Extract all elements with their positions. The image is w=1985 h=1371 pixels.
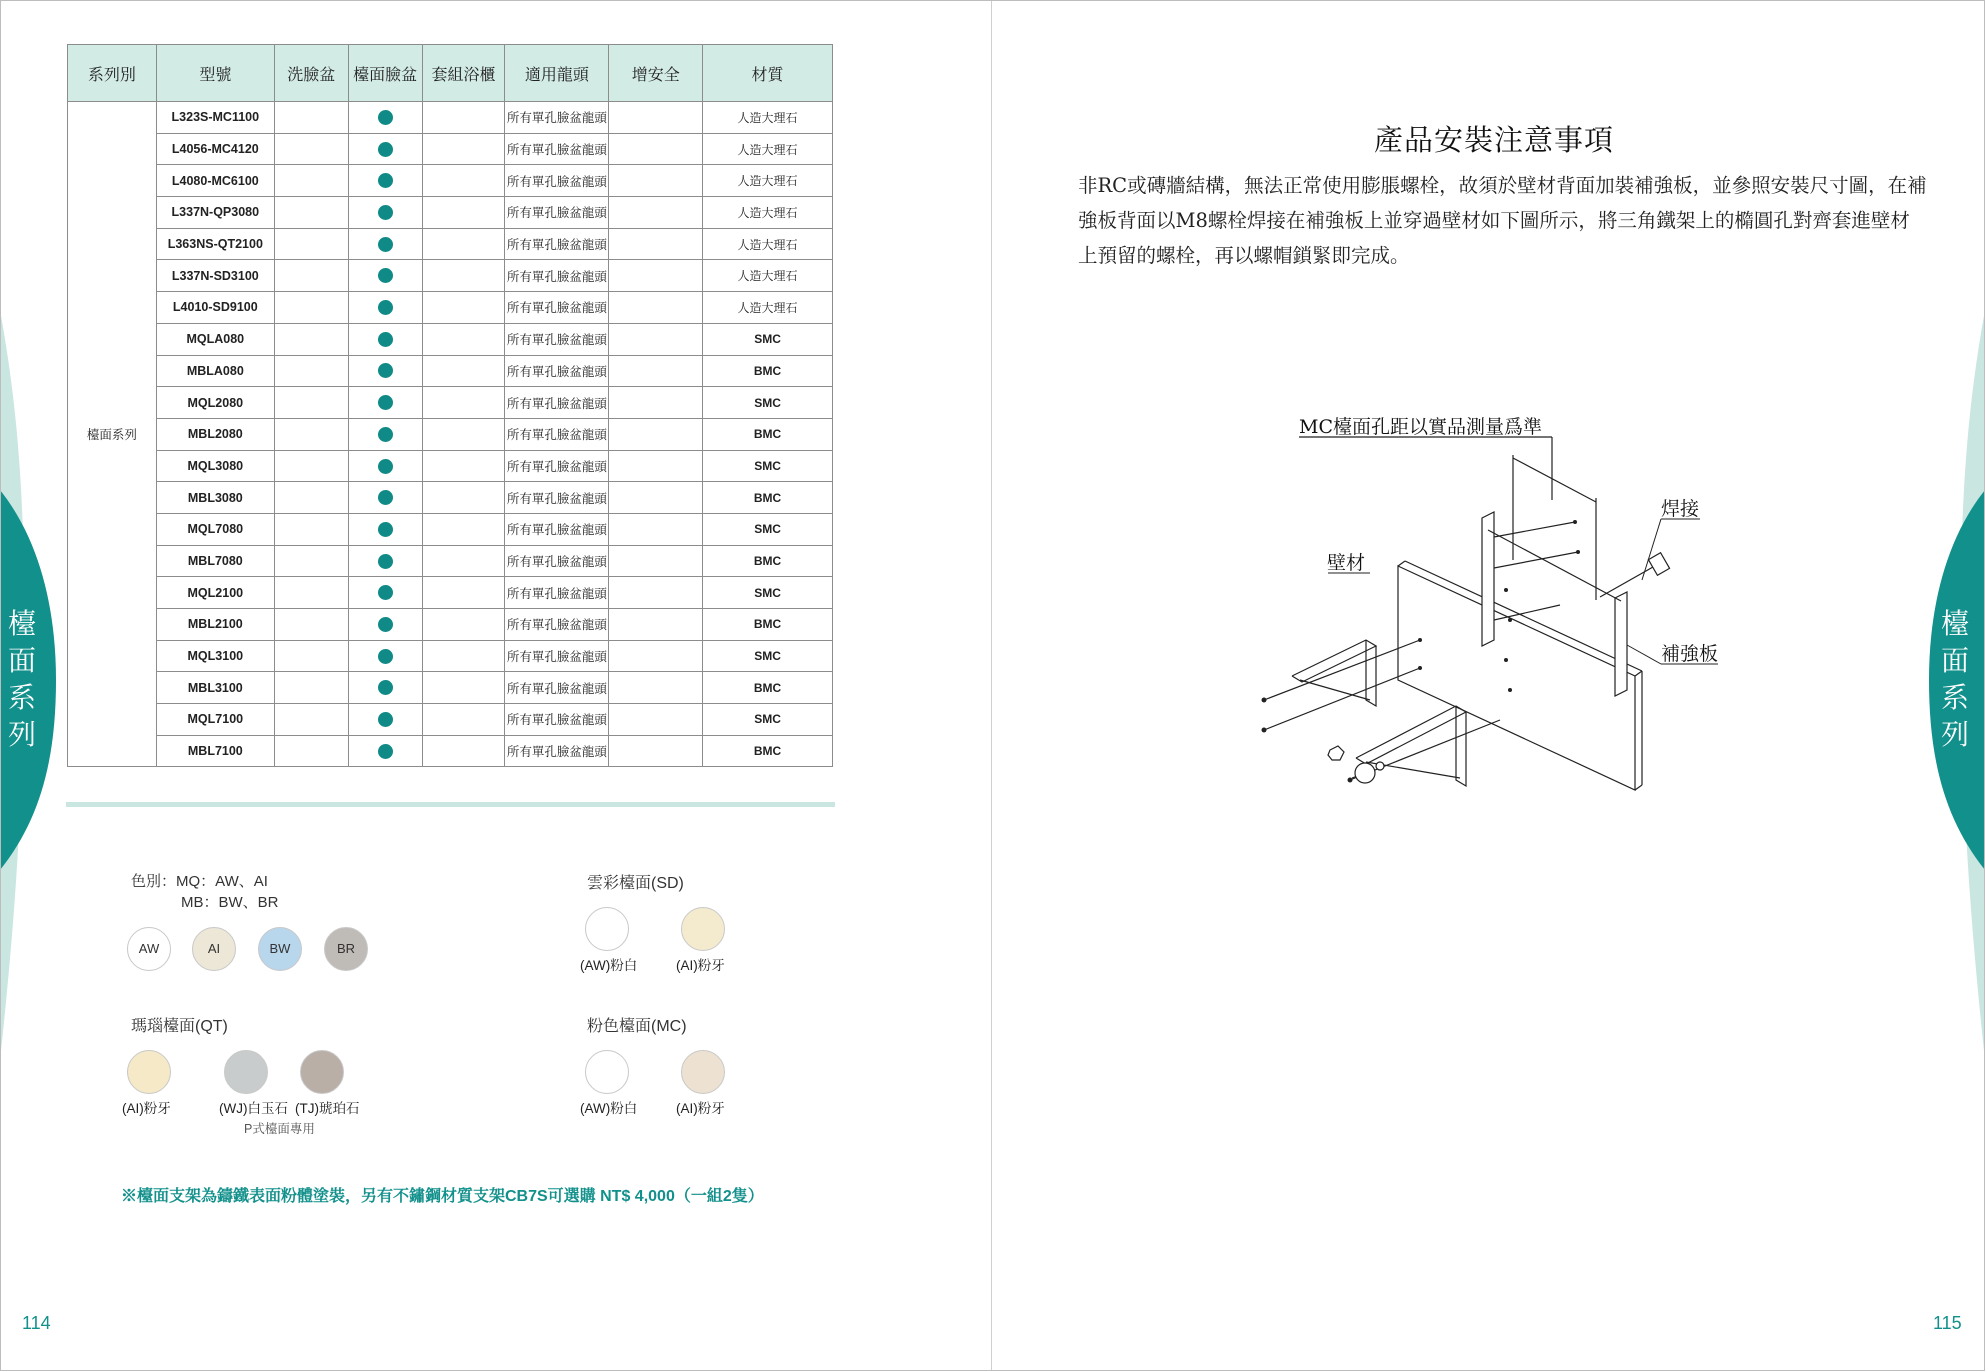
model-cell: MBLA080 [156, 355, 274, 387]
material-cell: BMC [703, 545, 833, 577]
model-cell: MQL3080 [156, 450, 274, 482]
faucet-cell: 所有單孔臉盆龍頭 [505, 165, 609, 197]
safety-cell [609, 355, 703, 387]
model-cell: MBL3080 [156, 482, 274, 514]
right-side-tab-label [1935, 605, 1975, 753]
page-number-right: 115 [1933, 1313, 1962, 1333]
basin-cell [274, 418, 348, 450]
counter-basin-cell [348, 387, 422, 419]
faucet-cell: 所有單孔臉盆龍頭 [505, 482, 609, 514]
safety-cell [609, 323, 703, 355]
table-row [68, 165, 833, 197]
col-header-safety: 增安全 [609, 45, 703, 102]
color-swatch [192, 927, 236, 971]
counter-basin-cell [348, 482, 422, 514]
faucet-cell: 所有單孔臉盆龍頭 [505, 450, 609, 482]
cabinet-set-cell [422, 133, 505, 165]
mc-title: 粉色檯面(MC) [587, 1018, 687, 1035]
material-cell: BMC [703, 355, 833, 387]
installation-diagram [1240, 400, 1760, 800]
label-hole-distance: MC檯面孔距以實品測量爲準 [1299, 416, 1542, 438]
cabinet-set-cell [422, 165, 505, 197]
cabinet-set-cell [422, 197, 505, 229]
basin-cell [274, 577, 348, 609]
faucet-cell: 所有單孔臉盆龍頭 [505, 545, 609, 577]
cabinet-set-cell [422, 228, 505, 260]
swatch-label: (AW)粉白 [580, 1101, 638, 1116]
counter-basin-cell [348, 102, 422, 134]
swatch-label: (AI)粉牙 [122, 1101, 171, 1116]
safety-cell [609, 260, 703, 292]
table-row [68, 672, 833, 704]
cabinet-set-cell [422, 292, 505, 324]
model-cell: MQL3100 [156, 640, 274, 672]
side-tab-char: 面 [7, 644, 36, 677]
included-dot-icon [378, 300, 393, 315]
material-cell: SMC [703, 513, 833, 545]
basin-cell [274, 165, 348, 197]
basin-cell [274, 228, 348, 260]
material-cell: SMC [703, 577, 833, 609]
cabinet-set-cell [422, 577, 505, 609]
table-row [68, 323, 833, 355]
basin-cell [274, 260, 348, 292]
material-cell: 人造大理石 [703, 165, 833, 197]
basin-cell [274, 609, 348, 641]
faucet-cell: 所有單孔臉盆龍頭 [505, 640, 609, 672]
counter-basin-cell [348, 672, 422, 704]
swatch-code: AI [207, 941, 221, 956]
cabinet-set-cell [422, 260, 505, 292]
material-cell: 人造大理石 [703, 260, 833, 292]
counter-basin-cell [348, 197, 422, 229]
cabinet-set-cell [422, 323, 505, 355]
table-row [68, 355, 833, 387]
safety-cell [609, 165, 703, 197]
faucet-cell: 所有單孔臉盆龍頭 [505, 609, 609, 641]
model-cell: MBL3100 [156, 672, 274, 704]
col-header-basin: 洗臉盆 [274, 45, 348, 102]
safety-cell [609, 197, 703, 229]
side-tab-char: 系 [7, 681, 36, 714]
basin-cell [274, 133, 348, 165]
qt-footnote: P式檯面專用 [244, 1122, 315, 1136]
table-row [68, 577, 833, 609]
material-cell: 人造大理石 [703, 292, 833, 324]
col-header-series: 系列別 [68, 45, 157, 102]
safety-cell [609, 545, 703, 577]
basin-cell [274, 482, 348, 514]
included-dot-icon [378, 459, 393, 474]
faucet-cell: 所有單孔臉盆龍頭 [505, 133, 609, 165]
model-cell: MQL7080 [156, 513, 274, 545]
safety-cell [609, 577, 703, 609]
included-dot-icon [378, 205, 393, 220]
model-cell: L4080-MC6100 [156, 165, 274, 197]
included-dot-icon [378, 268, 393, 283]
col-header-counter-basin: 檯面臉盆 [348, 45, 422, 102]
faucet-cell: 所有單孔臉盆龍頭 [505, 260, 609, 292]
basin-cell [274, 735, 348, 767]
included-dot-icon [378, 522, 393, 537]
color-swatch [224, 1050, 268, 1094]
color-swatch [681, 907, 725, 951]
safety-cell [609, 292, 703, 324]
faucet-cell: 所有單孔臉盆龍頭 [505, 704, 609, 736]
material-cell: SMC [703, 387, 833, 419]
counter-basin-cell [348, 165, 422, 197]
color-swatch [324, 927, 368, 971]
safety-cell [609, 228, 703, 260]
basin-cell [274, 197, 348, 229]
safety-cell [609, 133, 703, 165]
material-cell: 人造大理石 [703, 102, 833, 134]
model-cell: MBL2080 [156, 418, 274, 450]
side-tab-char: 檯 [1940, 607, 1969, 640]
counter-basin-cell [348, 355, 422, 387]
counter-basin-cell [348, 260, 422, 292]
counter-basin-cell [348, 609, 422, 641]
material-cell: SMC [703, 640, 833, 672]
swatch-label: (AW)粉白 [580, 958, 638, 973]
counter-basin-cell [348, 513, 422, 545]
swatch-label: (AI)粉牙 [676, 958, 725, 973]
cabinet-set-cell [422, 704, 505, 736]
table-row [68, 609, 833, 641]
safety-cell [609, 482, 703, 514]
section-divider [66, 802, 835, 807]
included-dot-icon [378, 554, 393, 569]
counter-basin-cell [348, 418, 422, 450]
included-dot-icon [378, 680, 393, 695]
side-tab-char: 列 [7, 718, 36, 751]
color-swatch [585, 907, 629, 951]
model-cell: L337N-SD3100 [156, 260, 274, 292]
basin-cell [274, 323, 348, 355]
counter-basin-cell [348, 450, 422, 482]
side-tab-char: 列 [1940, 718, 1969, 751]
model-cell: L4010-SD9100 [156, 292, 274, 324]
included-dot-icon [378, 649, 393, 664]
swatch-label: (TJ)琥珀石 [295, 1101, 360, 1116]
faucet-cell: 所有單孔臉盆龍頭 [505, 735, 609, 767]
safety-cell [609, 735, 703, 767]
model-cell: MBL7100 [156, 735, 274, 767]
model-cell: L4056-MC4120 [156, 133, 274, 165]
basin-cell [274, 640, 348, 672]
faucet-cell: 所有單孔臉盆龍頭 [505, 577, 609, 609]
safety-cell [609, 672, 703, 704]
safety-cell [609, 450, 703, 482]
swatch-label: (WJ)白玉石 [219, 1101, 288, 1116]
material-cell: BMC [703, 672, 833, 704]
included-dot-icon [378, 173, 393, 188]
model-cell: L323S-MC1100 [156, 102, 274, 134]
cabinet-set-cell [422, 513, 505, 545]
faucet-cell: 所有單孔臉盆龍頭 [505, 197, 609, 229]
basin-cell [274, 672, 348, 704]
cabinet-set-cell [422, 735, 505, 767]
color-swatch [300, 1050, 344, 1094]
swatch-label: (AI)粉牙 [676, 1101, 725, 1116]
model-cell: MQLA080 [156, 323, 274, 355]
model-cell: MBL2100 [156, 609, 274, 641]
counter-basin-cell [348, 577, 422, 609]
safety-cell [609, 609, 703, 641]
material-cell: BMC [703, 482, 833, 514]
color-swatch [127, 1050, 171, 1094]
table-row [68, 228, 833, 260]
color-swatch [681, 1050, 725, 1094]
model-cell: MBL7080 [156, 545, 274, 577]
safety-cell [609, 513, 703, 545]
included-dot-icon [378, 332, 393, 347]
included-dot-icon [378, 110, 393, 125]
swatch-code: BW [269, 941, 291, 956]
page-number-left: 114 [22, 1313, 51, 1333]
swatch-code: BR [336, 941, 356, 956]
faucet-cell: 所有單孔臉盆龍頭 [505, 387, 609, 419]
counter-basin-cell [348, 735, 422, 767]
basin-cell [274, 450, 348, 482]
material-cell: BMC [703, 609, 833, 641]
table-row [68, 545, 833, 577]
basin-cell [274, 355, 348, 387]
table-row [68, 387, 833, 419]
cabinet-set-cell [422, 609, 505, 641]
faucet-cell: 所有單孔臉盆龍頭 [505, 102, 609, 134]
cabinet-set-cell [422, 418, 505, 450]
cabinet-set-cell [422, 450, 505, 482]
safety-cell [609, 418, 703, 450]
material-cell: SMC [703, 450, 833, 482]
included-dot-icon [378, 427, 393, 442]
cabinet-set-cell [422, 355, 505, 387]
faucet-cell: 所有單孔臉盆龍頭 [505, 418, 609, 450]
safety-cell [609, 704, 703, 736]
model-cell: MQL2100 [156, 577, 274, 609]
material-cell: SMC [703, 323, 833, 355]
cabinet-set-cell [422, 387, 505, 419]
label-weld: 焊接 [1661, 498, 1700, 520]
side-tab-char: 檯 [7, 607, 36, 640]
table-row [68, 704, 833, 736]
included-dot-icon [378, 237, 393, 252]
safety-cell [609, 640, 703, 672]
material-cell: 人造大理石 [703, 197, 833, 229]
cabinet-set-cell [422, 672, 505, 704]
qt-title: 瑪瑙檯面(QT) [131, 1018, 228, 1035]
col-header-material: 材質 [703, 45, 833, 102]
faucet-cell: 所有單孔臉盆龍頭 [505, 513, 609, 545]
col-header-model: 型號 [156, 45, 274, 102]
series-cell: 檯面系列 [68, 102, 157, 767]
model-cell: MQL7100 [156, 704, 274, 736]
basin-cell [274, 387, 348, 419]
color-swatch [585, 1050, 629, 1094]
cabinet-set-cell [422, 640, 505, 672]
material-cell: 人造大理石 [703, 133, 833, 165]
cabinet-set-cell [422, 482, 505, 514]
safety-cell [609, 387, 703, 419]
table-row [68, 418, 833, 450]
side-tab-char: 系 [1940, 681, 1969, 714]
material-cell: 人造大理石 [703, 228, 833, 260]
included-dot-icon [378, 585, 393, 600]
left-side-tab-label [2, 605, 42, 753]
included-dot-icon [378, 712, 393, 727]
sd-title: 雲彩檯面(SD) [587, 875, 684, 892]
color-swatch [258, 927, 302, 971]
counter-basin-cell [348, 640, 422, 672]
table-row [68, 482, 833, 514]
table-row [68, 260, 833, 292]
table-row [68, 292, 833, 324]
included-dot-icon [378, 142, 393, 157]
counter-basin-cell [348, 545, 422, 577]
counter-basin-cell [348, 292, 422, 324]
install-instructions: 非RC或磚牆結構，無法正常使用膨脹螺栓，故須於壁材背面加裝補強板，並參照安裝尺寸圖，在補強板背面以M8螺栓焊接在補強板上並穿過壁材如下圖所示，將三角鐵架上的橢圓孔對齊套進壁材上預留的螺栓，再以螺帽鎖緊即完成。 [1078, 174, 1927, 267]
faucet-cell: 所有單孔臉盆龍頭 [505, 355, 609, 387]
col-header-faucet: 適用龍頭 [505, 45, 609, 102]
faucet-cell: 所有單孔臉盆龍頭 [505, 228, 609, 260]
counter-basin-cell [348, 704, 422, 736]
table-row [68, 513, 833, 545]
material-cell: BMC [703, 735, 833, 767]
color-swatch [127, 927, 171, 971]
table-row [68, 197, 833, 229]
color-label-line1: 色別：MQ：AW、AI [131, 873, 268, 890]
spec-table [67, 44, 833, 767]
bracket-note: ※檯面支架為鑄鐵表面粉體塗裝，另有不鏽鋼材質支架CB7S可選購 NT$ 4,000（一組2隻） [121, 1188, 764, 1205]
included-dot-icon [378, 363, 393, 378]
faucet-cell: 所有單孔臉盆龍頭 [505, 323, 609, 355]
label-reinforce: 補強板 [1661, 643, 1719, 665]
safety-cell [609, 102, 703, 134]
color-label-line2: MB：BW、BR [181, 894, 279, 911]
model-cell: L337N-QP3080 [156, 197, 274, 229]
left-page [0, 0, 992, 1371]
material-cell: BMC [703, 418, 833, 450]
side-tab-char: 面 [1940, 644, 1969, 677]
model-cell: L363NS-QT2100 [156, 228, 274, 260]
included-dot-icon [378, 744, 393, 759]
basin-cell [274, 292, 348, 324]
cabinet-set-cell [422, 545, 505, 577]
table-header-row [68, 45, 833, 102]
included-dot-icon [378, 395, 393, 410]
included-dot-icon [378, 490, 393, 505]
table-row [68, 102, 833, 134]
counter-basin-cell [348, 323, 422, 355]
table-row [68, 640, 833, 672]
faucet-cell: 所有單孔臉盆龍頭 [505, 292, 609, 324]
table-row [68, 450, 833, 482]
counter-basin-cell [348, 133, 422, 165]
basin-cell [274, 545, 348, 577]
cabinet-set-cell [422, 102, 505, 134]
model-cell: MQL2080 [156, 387, 274, 419]
material-cell: SMC [703, 704, 833, 736]
counter-basin-cell [348, 228, 422, 260]
install-title: 產品安裝注意事項 [1374, 123, 1615, 157]
basin-cell [274, 704, 348, 736]
col-header-cabinet-set: 套組浴櫃 [422, 45, 505, 102]
label-wall: 壁材 [1327, 552, 1366, 574]
swatch-code: AW [138, 941, 160, 956]
included-dot-icon [378, 617, 393, 632]
faucet-cell: 所有單孔臉盆龍頭 [505, 672, 609, 704]
table-row [68, 133, 833, 165]
table-row [68, 735, 833, 767]
basin-cell [274, 102, 348, 134]
basin-cell [274, 513, 348, 545]
